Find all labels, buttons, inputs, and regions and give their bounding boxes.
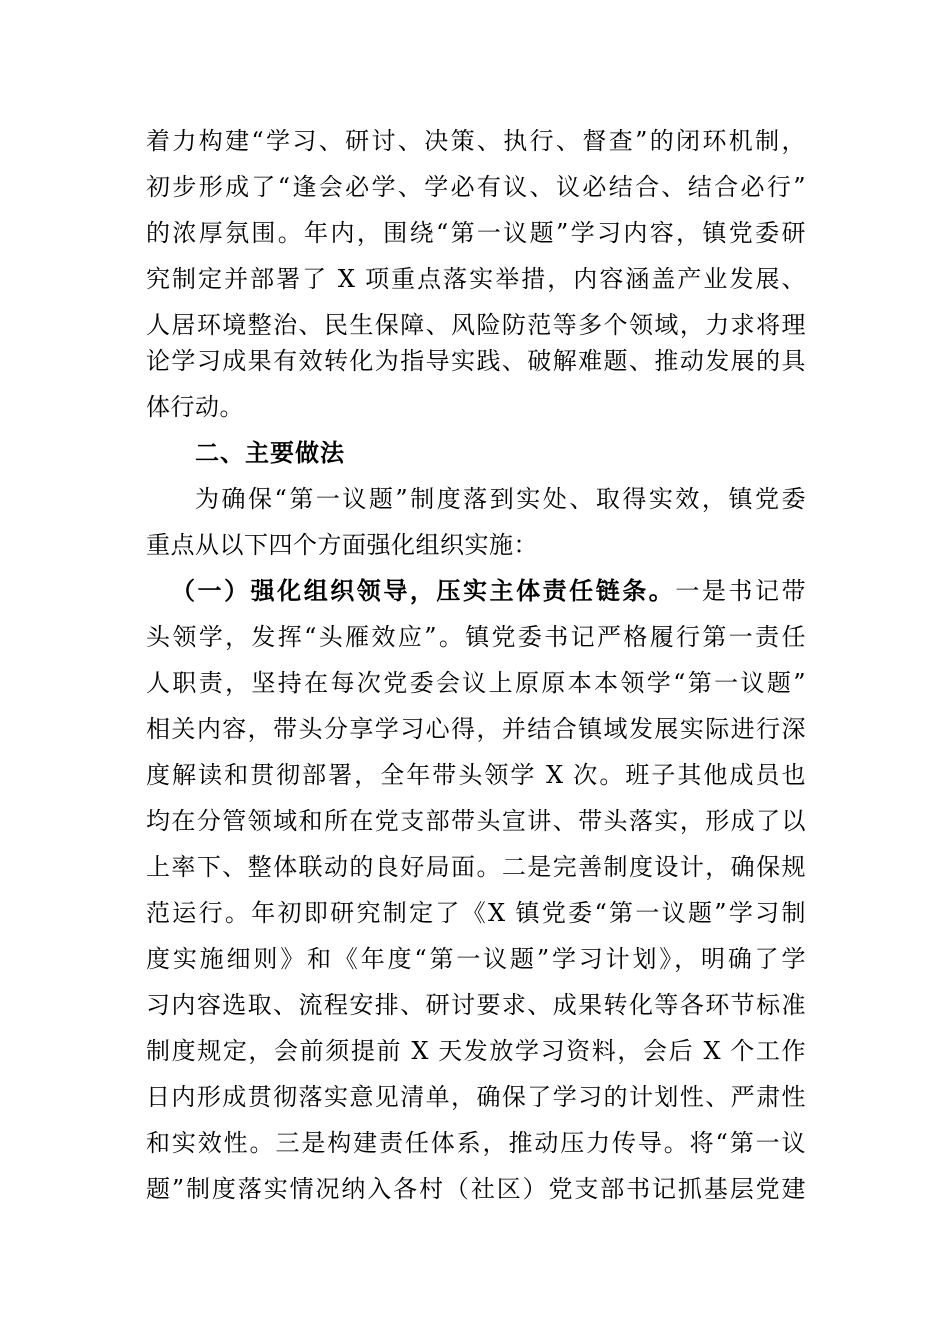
body-line-4: 度解读和贯彻部署，全年带头领学 X 次。班子其他成员也 — [146, 761, 806, 789]
intro-line-7: 体行动。 — [146, 393, 244, 421]
body-line-10: 制度规定，会前须提前 X 天发放学习资料，会后 X 个工作 — [146, 1037, 806, 1065]
section-intro-line-1: 为确保“第一议题”制度落到实处、取得实效，镇党委 — [195, 485, 806, 513]
body-line-12: 和实效性。三是构建责任体系，推动压力传导。将“第一议 — [146, 1129, 806, 1157]
intro-line-4: 究制定并部署了 X 项重点落实举措，内容涵盖产业发展、 — [146, 265, 806, 293]
intro-line-6: 论学习成果有效转化为指导实践、破解难题、推动发展的具 — [146, 347, 806, 375]
body-line-13: 题”制度落实情况纳入各村（社区）党支部书记抓基层党建 — [146, 1175, 806, 1203]
body-line-1: 头领学，发挥“头雁效应”。镇党委书记严格履行第一责任 — [146, 623, 806, 651]
body-line-7: 范运行。年初即研究制定了《X 镇党委“第一议题”学习制 — [146, 899, 806, 927]
body-line-2: 人职责，坚持在每次党委会议上原原本本领学“第一议题” — [146, 669, 806, 697]
section-intro-line-2: 重点从以下四个方面强化组织实施： — [146, 531, 538, 559]
body-line-3: 相关内容，带头分享学习心得，并结合镇域发展实际进行深 — [146, 715, 806, 743]
intro-line-1: 着力构建“学习、研讨、决策、执行、督查”的闭环机制， — [146, 127, 806, 155]
body-line-9: 习内容选取、流程安排、研讨要求、成果转化等各环节标准 — [146, 991, 806, 1019]
subsection-first-line-rest: 一是书记带 — [675, 577, 807, 605]
body-line-5: 均在分管领域和所在党支部带头宣讲、带头落实，形成了以 — [146, 807, 806, 835]
subsection-title: （一）强化组织领导，压实主体责任链条。 — [171, 576, 676, 605]
intro-line-5: 人居环境整治、民生保障、风险防范等多个领域，力求将理 — [146, 311, 806, 339]
body-line-6: 上率下、整体联动的良好局面。二是完善制度设计，确保规 — [146, 853, 806, 881]
body-line-11: 日内形成贯彻落实意见清单，确保了学习的计划性、严肃性 — [146, 1083, 806, 1111]
intro-line-3: 的浓厚氛围。年内，围绕“第一议题”学习内容，镇党委研 — [146, 219, 806, 247]
section-heading: 二、主要做法 — [195, 439, 345, 467]
subsection-first-line — [171, 571, 806, 611]
body-line-8: 度实施细则》和《年度“第一议题”学习计划》，明确了学 — [146, 945, 806, 973]
intro-line-2: 初步形成了“逢会必学、学必有议、议必结合、结合必行” — [146, 173, 806, 201]
